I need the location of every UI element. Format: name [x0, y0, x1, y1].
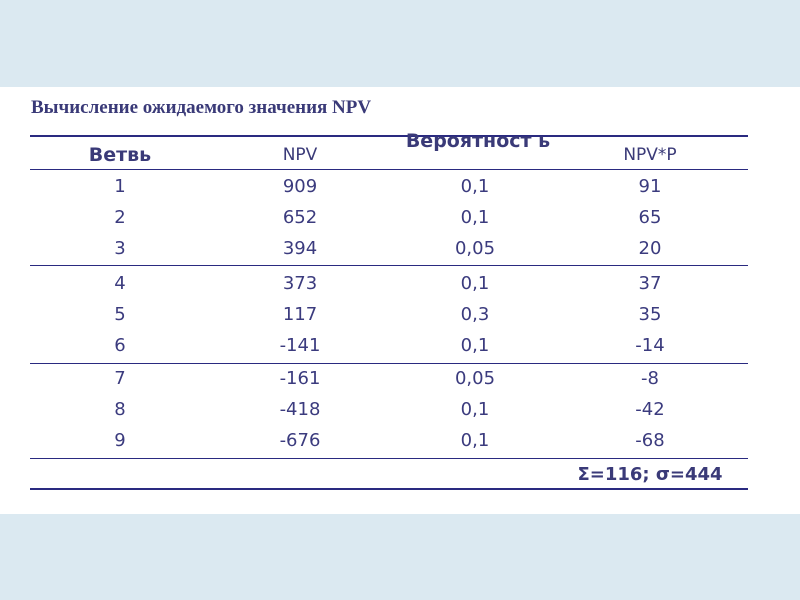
slide: [0, 87, 800, 514]
row-4-probability: 0,1: [460, 273, 490, 294]
header-probability: Вероятност ь: [405, 130, 551, 152]
table-top-rule: [30, 135, 748, 137]
row-6-branch: 6: [114, 335, 126, 356]
row-1-npv-p: 91: [638, 176, 662, 197]
row-3-npv: 394: [282, 238, 318, 259]
header-rule: [30, 169, 748, 170]
row-2-npv: 652: [282, 207, 318, 228]
row-9-npv-p: -68: [635, 430, 665, 451]
row-7-npv-p: -8: [641, 368, 659, 389]
row-5-npv: 117: [282, 304, 318, 325]
row-7-probability: 0,05: [454, 368, 496, 389]
header-npv: NPV: [282, 145, 318, 165]
group-rule-1: [30, 265, 748, 266]
row-9-npv: -676: [279, 430, 321, 451]
row-7-npv: -161: [279, 368, 321, 389]
slide-title: Вычисление ожидаемого значения NPV: [31, 97, 372, 118]
row-6-npv-p: -14: [635, 335, 665, 356]
row-9-branch: 9: [114, 430, 126, 451]
row-1-probability: 0,1: [460, 176, 490, 197]
row-4-npv-p: 37: [638, 273, 662, 294]
row-5-probability: 0,3: [460, 304, 490, 325]
header-npv-p: NPV*P: [623, 145, 677, 165]
table-bottom-rule: [30, 488, 748, 490]
row-4-branch: 4: [114, 273, 126, 294]
row-5-branch: 5: [114, 304, 126, 325]
row-6-probability: 0,1: [460, 335, 490, 356]
row-8-branch: 8: [114, 399, 126, 420]
row-2-branch: 2: [114, 207, 126, 228]
row-9-probability: 0,1: [460, 430, 490, 451]
row-8-npv: -418: [279, 399, 321, 420]
row-2-npv-p: 65: [638, 207, 662, 228]
row-3-branch: 3: [114, 238, 126, 259]
row-8-probability: 0,1: [460, 399, 490, 420]
row-7-branch: 7: [114, 368, 126, 389]
row-4-npv: 373: [282, 273, 318, 294]
row-1-branch: 1: [114, 176, 126, 197]
row-5-npv-p: 35: [638, 304, 662, 325]
row-3-npv-p: 20: [638, 238, 662, 259]
row-3-probability: 0,05: [454, 238, 496, 259]
total-summary: Σ=116; σ=444: [577, 464, 723, 485]
row-1-npv: 909: [282, 176, 318, 197]
total-rule: [30, 458, 748, 459]
header-branch: Ветвь: [88, 144, 152, 166]
row-6-npv: -141: [279, 335, 321, 356]
group-rule-2: [30, 363, 748, 364]
row-2-probability: 0,1: [460, 207, 490, 228]
row-8-npv-p: -42: [635, 399, 665, 420]
